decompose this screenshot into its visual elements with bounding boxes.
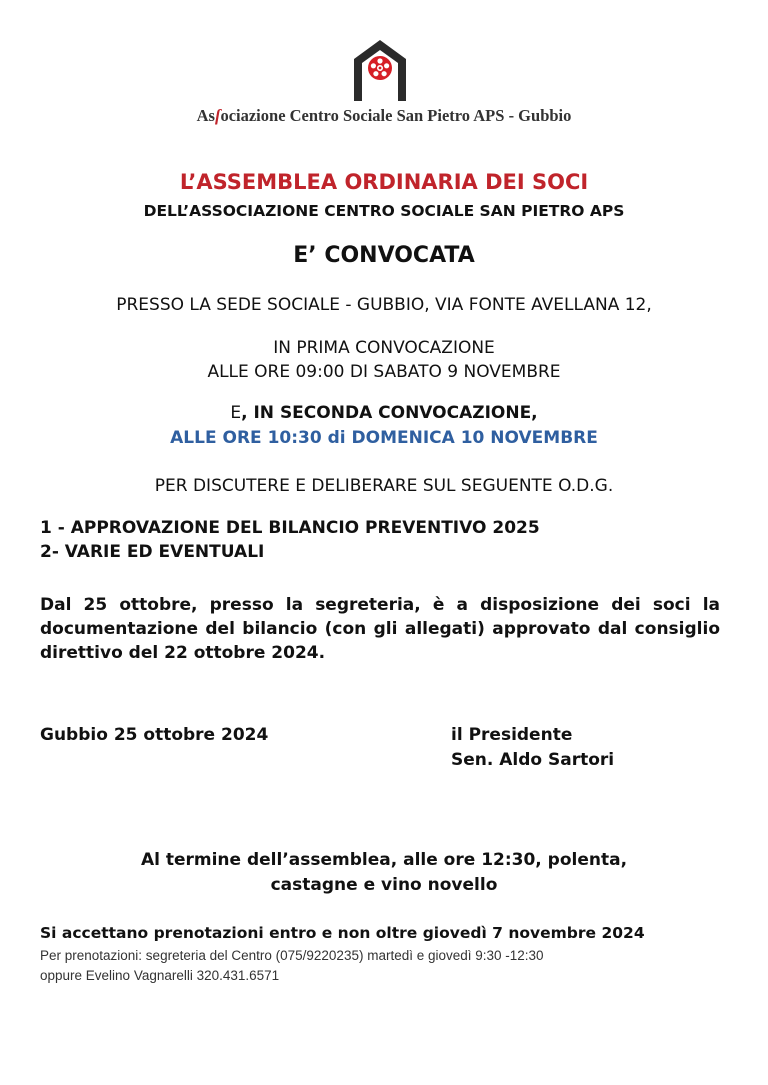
agenda-item: 2- VARIE ED EVENTUALI bbox=[40, 542, 265, 562]
booking-contact: oppure Evelino Vagnarelli 320.431.6571 bbox=[40, 968, 280, 983]
documentation-notice: Dal 25 ottobre, presso la segreteria, è a disposizione dei soci la documentazione del bilancio (con gli allegati) approvato dal consiglio direttivo del 22 ottobre 2024. bbox=[40, 595, 720, 663]
venue-line: PRESSO LA SEDE SOCIALE - GUBBIO, VIA FONTE AVELLANA 12, bbox=[116, 295, 652, 315]
rose-icon bbox=[368, 56, 392, 80]
booking-deadline: Si accettano prenotazioni entro e non oltre giovedì 7 novembre 2024 bbox=[40, 924, 645, 942]
convocation-heading: E’ CONVOCATA bbox=[293, 243, 475, 268]
org-name-prefix: As bbox=[196, 106, 215, 125]
org-name-suffix: ociazione Centro Sociale San Pietro APS - Gubbio bbox=[220, 106, 572, 125]
second-convocation-time: ALLE ORE 10:30 di DOMENICA 10 NOVEMBRE bbox=[170, 428, 598, 448]
document-title: L’ASSEMBLEA ORDINARIA DEI SOCI bbox=[179, 170, 589, 194]
signatory-name: Sen. Aldo Sartori bbox=[451, 750, 615, 770]
after-event-line: castagne e vino novello bbox=[270, 875, 498, 895]
agenda-intro: PER DISCUTERE E DELIBERARE SUL SEGUENTE O.D.G. bbox=[154, 476, 614, 496]
org-name-long-s: ſ bbox=[214, 106, 221, 125]
document-subtitle: DELL’ASSOCIAZIONE CENTRO SOCIALE SAN PIETRO APS bbox=[143, 202, 625, 220]
first-convocation-line: IN PRIMA CONVOCAZIONE bbox=[273, 338, 495, 358]
booking-info: Per prenotazioni: segreteria del Centro (075/9220235) martedì e giovedì 9:30 -12:30 bbox=[40, 948, 544, 963]
place-and-date: Gubbio 25 ottobre 2024 bbox=[40, 725, 269, 745]
first-convocation-time: ALLE ORE 09:00 DI SABATO 9 NOVEMBRE bbox=[207, 362, 561, 382]
after-event-line: Al termine dell’assemblea, alle ore 12:30, polenta, bbox=[140, 850, 628, 870]
agenda-item: 1 - APPROVAZIONE DEL BILANCIO PREVENTIVO 2025 bbox=[40, 518, 540, 538]
house-with-rose-logo bbox=[351, 37, 409, 103]
organization-name bbox=[0, 106, 768, 126]
signatory-role: il Presidente bbox=[451, 725, 573, 745]
second-convocation-bold: , IN SECONDA CONVOCAZIONE, bbox=[241, 403, 538, 423]
second-convocation-line bbox=[0, 403, 768, 423]
second-convocation-prefix: E bbox=[230, 403, 242, 423]
